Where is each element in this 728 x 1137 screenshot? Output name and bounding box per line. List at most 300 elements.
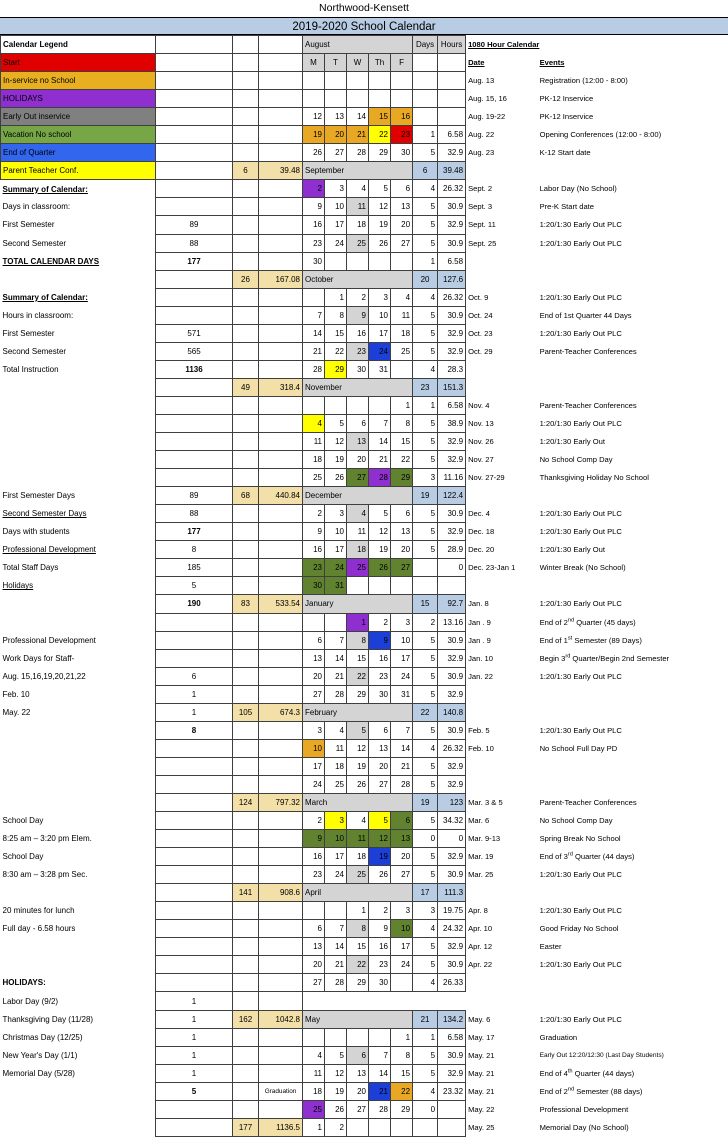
day-cell[interactable]: 13 bbox=[303, 649, 325, 667]
day-cell[interactable]: 4 bbox=[303, 414, 325, 432]
day-cell[interactable]: 21 bbox=[369, 451, 391, 469]
day-cell[interactable] bbox=[347, 90, 369, 108]
month-total-days: 19 bbox=[413, 487, 438, 505]
day-cell[interactable]: 24 bbox=[325, 866, 347, 884]
day-cell[interactable]: 9 bbox=[303, 830, 325, 848]
month-header: January bbox=[303, 595, 413, 613]
day-cell[interactable]: 21 bbox=[303, 342, 325, 360]
day-cell[interactable]: 27 bbox=[347, 469, 369, 487]
event-description: 1:20/1:30 Early Out PLC bbox=[538, 721, 728, 739]
day-cell[interactable]: 24 bbox=[391, 956, 413, 974]
day-cell[interactable]: 20 bbox=[391, 848, 413, 866]
day-cell[interactable]: 28 bbox=[303, 360, 325, 378]
day-cell[interactable] bbox=[325, 902, 347, 920]
day-cell[interactable]: 20 bbox=[347, 1082, 369, 1100]
day-cell[interactable]: 12 bbox=[369, 198, 391, 216]
day-cell[interactable] bbox=[391, 72, 413, 90]
day-cell[interactable]: 26 bbox=[369, 234, 391, 252]
day-cell[interactable]: 26 bbox=[347, 775, 369, 793]
day-cell[interactable] bbox=[325, 1028, 347, 1046]
day-cell[interactable]: 12 bbox=[325, 433, 347, 451]
running-hours: Graduation bbox=[259, 1082, 303, 1100]
day-cell[interactable]: 2 bbox=[303, 180, 325, 198]
week-days: 5 bbox=[413, 757, 438, 775]
day-cell[interactable]: 29 bbox=[391, 1100, 413, 1118]
day-cell[interactable]: 22 bbox=[325, 342, 347, 360]
day-cell[interactable]: 23 bbox=[347, 342, 369, 360]
table-row bbox=[1, 1028, 728, 1046]
month-header: November bbox=[303, 378, 413, 396]
day-cell[interactable]: 11 bbox=[303, 433, 325, 451]
day-cell[interactable]: 6 bbox=[347, 1046, 369, 1064]
day-cell[interactable] bbox=[391, 360, 413, 378]
day-cell[interactable]: 15 bbox=[391, 433, 413, 451]
day-cell[interactable]: 13 bbox=[391, 830, 413, 848]
day-cell[interactable]: 24 bbox=[391, 667, 413, 685]
day-cell[interactable]: 5 bbox=[325, 414, 347, 432]
event-description: Opening Conferences (12:00 - 8:00) bbox=[538, 126, 728, 144]
day-cell[interactable]: 16 bbox=[369, 649, 391, 667]
day-cell[interactable]: 18 bbox=[347, 541, 369, 559]
running-days: 105 bbox=[233, 703, 259, 721]
day-cell[interactable]: 27 bbox=[391, 234, 413, 252]
day-cell[interactable]: 14 bbox=[369, 1064, 391, 1082]
day-cell[interactable]: 11 bbox=[347, 198, 369, 216]
day-cell[interactable]: 15 bbox=[325, 324, 347, 342]
day-cell[interactable]: 7 bbox=[369, 1046, 391, 1064]
day-cell[interactable] bbox=[369, 577, 391, 595]
day-cell[interactable]: 15 bbox=[369, 108, 391, 126]
day-cell[interactable] bbox=[303, 613, 325, 631]
day-cell[interactable]: 1 bbox=[347, 613, 369, 631]
running-days: 177 bbox=[233, 1118, 259, 1136]
day-cell[interactable]: 16 bbox=[347, 324, 369, 342]
running-hours bbox=[259, 775, 303, 793]
day-cell[interactable]: 27 bbox=[303, 974, 325, 992]
day-cell[interactable]: 20 bbox=[369, 757, 391, 775]
day-cell[interactable]: 28 bbox=[325, 685, 347, 703]
day-cell[interactable]: 1 bbox=[391, 1028, 413, 1046]
day-cell[interactable]: 2 bbox=[369, 613, 391, 631]
day-cell[interactable]: 9 bbox=[369, 631, 391, 649]
day-cell[interactable]: 6 bbox=[391, 505, 413, 523]
day-cell[interactable]: 27 bbox=[391, 559, 413, 577]
day-cell[interactable] bbox=[347, 1118, 369, 1136]
day-cell[interactable]: 24 bbox=[369, 342, 391, 360]
day-cell[interactable]: 3 bbox=[391, 902, 413, 920]
empty-cell bbox=[1, 721, 156, 739]
day-cell[interactable]: 14 bbox=[369, 433, 391, 451]
day-cell[interactable]: 27 bbox=[391, 866, 413, 884]
day-cell[interactable]: 7 bbox=[391, 721, 413, 739]
day-cell[interactable] bbox=[347, 252, 369, 270]
day-cell[interactable]: 3 bbox=[325, 180, 347, 198]
day-cell[interactable] bbox=[369, 396, 391, 414]
day-cell[interactable]: 11 bbox=[391, 306, 413, 324]
day-cell[interactable]: 8 bbox=[347, 631, 369, 649]
day-cell[interactable]: 13 bbox=[369, 739, 391, 757]
event-description: Parent-Teacher Conferences bbox=[538, 396, 728, 414]
day-cell[interactable]: 25 bbox=[391, 342, 413, 360]
day-cell[interactable]: 4 bbox=[325, 721, 347, 739]
day-cell[interactable]: 30 bbox=[369, 974, 391, 992]
legend-item: Vacation No school bbox=[1, 126, 156, 144]
day-cell[interactable]: 22 bbox=[391, 451, 413, 469]
day-cell[interactable]: 3 bbox=[391, 613, 413, 631]
day-cell[interactable]: 17 bbox=[303, 757, 325, 775]
day-cell[interactable]: 14 bbox=[325, 938, 347, 956]
week-days: 5 bbox=[413, 775, 438, 793]
day-cell[interactable]: 17 bbox=[325, 848, 347, 866]
day-cell[interactable]: 2 bbox=[303, 505, 325, 523]
day-cell[interactable]: 16 bbox=[303, 216, 325, 234]
day-cell[interactable] bbox=[347, 72, 369, 90]
day-cell[interactable]: 29 bbox=[369, 144, 391, 162]
week-hours: 32.9 bbox=[438, 342, 466, 360]
week-days: 5 bbox=[413, 523, 438, 541]
day-cell[interactable]: 30 bbox=[391, 144, 413, 162]
day-cell[interactable] bbox=[303, 72, 325, 90]
summary-label: 20 minutes for lunch bbox=[1, 902, 156, 920]
day-cell[interactable] bbox=[303, 288, 325, 306]
day-cell[interactable]: 14 bbox=[303, 324, 325, 342]
day-cell[interactable]: 5 bbox=[325, 1046, 347, 1064]
week-hours: 28.3 bbox=[438, 360, 466, 378]
month-total-days: 15 bbox=[413, 595, 438, 613]
day-cell[interactable]: 23 bbox=[391, 126, 413, 144]
day-cell[interactable]: 16 bbox=[303, 848, 325, 866]
day-cell[interactable]: 27 bbox=[369, 775, 391, 793]
day-cell[interactable]: 23 bbox=[369, 956, 391, 974]
day-cell[interactable]: 29 bbox=[391, 469, 413, 487]
day-cell[interactable] bbox=[347, 1028, 369, 1046]
day-cell[interactable] bbox=[369, 72, 391, 90]
day-cell[interactable]: 30 bbox=[303, 252, 325, 270]
week-days bbox=[413, 72, 438, 90]
day-cell[interactable]: 1 bbox=[347, 902, 369, 920]
day-cell[interactable]: 14 bbox=[347, 108, 369, 126]
day-cell[interactable]: 25 bbox=[347, 559, 369, 577]
day-cell[interactable]: 18 bbox=[325, 757, 347, 775]
day-cell[interactable] bbox=[325, 90, 347, 108]
day-cell[interactable]: 30 bbox=[347, 360, 369, 378]
event-date: Oct. 24 bbox=[466, 306, 538, 324]
day-cell[interactable]: 27 bbox=[303, 685, 325, 703]
day-cell[interactable]: 18 bbox=[303, 1082, 325, 1100]
day-cell[interactable]: 25 bbox=[325, 775, 347, 793]
day-cell[interactable]: 8 bbox=[391, 1046, 413, 1064]
table-row bbox=[1, 757, 728, 775]
day-cell[interactable]: 17 bbox=[391, 649, 413, 667]
day-cell[interactable] bbox=[303, 396, 325, 414]
day-cell[interactable]: 9 bbox=[347, 306, 369, 324]
day-cell[interactable]: 28 bbox=[391, 775, 413, 793]
day-cell[interactable]: 19 bbox=[347, 757, 369, 775]
day-cell[interactable] bbox=[391, 1118, 413, 1136]
day-cell[interactable]: 4 bbox=[347, 812, 369, 830]
day-cell[interactable]: 28 bbox=[369, 469, 391, 487]
summary-value bbox=[156, 414, 233, 432]
day-cell[interactable]: 23 bbox=[303, 559, 325, 577]
day-cell[interactable]: 1 bbox=[303, 1118, 325, 1136]
day-cell[interactable]: 7 bbox=[325, 920, 347, 938]
day-cell[interactable]: 15 bbox=[347, 649, 369, 667]
day-cell[interactable]: 31 bbox=[369, 360, 391, 378]
day-cell[interactable]: 13 bbox=[347, 433, 369, 451]
day-cell[interactable]: 11 bbox=[325, 739, 347, 757]
month-total-hours: 140.8 bbox=[438, 703, 466, 721]
day-cell[interactable]: 1 bbox=[391, 396, 413, 414]
day-cell[interactable] bbox=[391, 90, 413, 108]
running-hours bbox=[259, 541, 303, 559]
day-cell[interactable] bbox=[369, 1028, 391, 1046]
day-cell[interactable]: 12 bbox=[325, 1064, 347, 1082]
day-cell[interactable]: 19 bbox=[369, 216, 391, 234]
day-cell[interactable]: 6 bbox=[303, 920, 325, 938]
day-cell[interactable] bbox=[369, 1118, 391, 1136]
day-cell[interactable]: 26 bbox=[325, 469, 347, 487]
summary-value bbox=[156, 649, 233, 667]
summary-label: Memorial Day (5/28) bbox=[1, 1064, 156, 1082]
day-cell[interactable]: 17 bbox=[391, 938, 413, 956]
day-cell[interactable]: 28 bbox=[347, 144, 369, 162]
day-cell[interactable]: 2 bbox=[325, 1118, 347, 1136]
summary-label: Days in classroom: bbox=[1, 198, 156, 216]
event-description: Registration (12:00 - 8:00) bbox=[538, 72, 728, 90]
day-cell[interactable]: 13 bbox=[303, 938, 325, 956]
day-cell[interactable] bbox=[347, 396, 369, 414]
day-cell[interactable]: 26 bbox=[325, 1100, 347, 1118]
day-cell[interactable]: 29 bbox=[347, 974, 369, 992]
day-cell[interactable]: 21 bbox=[325, 667, 347, 685]
day-cell[interactable]: 19 bbox=[369, 541, 391, 559]
day-cell[interactable]: 13 bbox=[391, 198, 413, 216]
day-cell[interactable]: 3 bbox=[369, 288, 391, 306]
day-cell[interactable]: 2 bbox=[303, 812, 325, 830]
day-cell[interactable] bbox=[391, 974, 413, 992]
day-cell[interactable]: 18 bbox=[347, 848, 369, 866]
day-cell[interactable]: 15 bbox=[347, 938, 369, 956]
day-cell[interactable]: 18 bbox=[347, 216, 369, 234]
day-cell[interactable]: 23 bbox=[369, 667, 391, 685]
day-cell[interactable]: 21 bbox=[391, 757, 413, 775]
day-cell[interactable] bbox=[325, 613, 347, 631]
day-cell[interactable]: 27 bbox=[347, 1100, 369, 1118]
day-cell[interactable]: 13 bbox=[325, 108, 347, 126]
day-cell[interactable]: 5 bbox=[369, 812, 391, 830]
day-cell[interactable]: 7 bbox=[369, 414, 391, 432]
day-cell[interactable]: 22 bbox=[347, 667, 369, 685]
running-hours bbox=[259, 108, 303, 126]
summary-label: Hours in classroom: bbox=[1, 306, 156, 324]
day-cell[interactable]: 30 bbox=[303, 577, 325, 595]
day-cell[interactable]: 27 bbox=[325, 144, 347, 162]
day-cell[interactable]: 9 bbox=[369, 920, 391, 938]
day-cell[interactable]: 16 bbox=[303, 541, 325, 559]
day-cell[interactable]: 25 bbox=[303, 469, 325, 487]
day-cell[interactable]: 1 bbox=[325, 288, 347, 306]
day-cell[interactable]: 2 bbox=[347, 288, 369, 306]
day-cell[interactable] bbox=[391, 577, 413, 595]
day-cell[interactable]: 5 bbox=[369, 505, 391, 523]
day-cell[interactable]: 12 bbox=[347, 739, 369, 757]
day-cell[interactable]: 7 bbox=[303, 306, 325, 324]
day-cell[interactable]: 24 bbox=[303, 775, 325, 793]
day-cell[interactable]: 3 bbox=[325, 505, 347, 523]
summary-value: 1 bbox=[156, 1010, 233, 1028]
day-cell[interactable]: 24 bbox=[325, 234, 347, 252]
day-cell[interactable] bbox=[303, 902, 325, 920]
day-cell[interactable]: 16 bbox=[369, 938, 391, 956]
day-cell[interactable] bbox=[391, 252, 413, 270]
day-cell[interactable]: 6 bbox=[303, 631, 325, 649]
day-cell[interactable]: 21 bbox=[325, 956, 347, 974]
day-cell[interactable]: 23 bbox=[303, 866, 325, 884]
day-cell[interactable]: 12 bbox=[369, 830, 391, 848]
day-cell[interactable]: 11 bbox=[347, 830, 369, 848]
day-cell[interactable]: 24 bbox=[325, 559, 347, 577]
day-cell[interactable]: 10 bbox=[325, 523, 347, 541]
day-cell[interactable]: 19 bbox=[303, 126, 325, 144]
day-cell[interactable]: 2 bbox=[369, 902, 391, 920]
day-cell[interactable]: 4 bbox=[347, 505, 369, 523]
day-cell[interactable]: 25 bbox=[347, 234, 369, 252]
day-cell[interactable]: 13 bbox=[347, 1064, 369, 1082]
running-days bbox=[233, 974, 259, 992]
day-cell[interactable]: 21 bbox=[347, 126, 369, 144]
day-cell[interactable]: 11 bbox=[303, 1064, 325, 1082]
month-header-august: August bbox=[303, 36, 413, 54]
day-cell[interactable] bbox=[303, 1028, 325, 1046]
day-cell[interactable]: 26 bbox=[369, 866, 391, 884]
day-cell[interactable]: 4 bbox=[391, 288, 413, 306]
day-cell[interactable]: 9 bbox=[303, 198, 325, 216]
event-description: 1:20/1:30 Early Out PLC bbox=[538, 866, 728, 884]
day-cell[interactable]: 5 bbox=[347, 721, 369, 739]
day-cell[interactable]: 8 bbox=[325, 306, 347, 324]
week-days: 4 bbox=[413, 920, 438, 938]
day-cell[interactable]: 19 bbox=[369, 848, 391, 866]
day-cell[interactable]: 29 bbox=[347, 685, 369, 703]
day-cell[interactable]: 9 bbox=[303, 523, 325, 541]
day-cell[interactable]: 20 bbox=[303, 667, 325, 685]
day-cell[interactable]: 19 bbox=[325, 451, 347, 469]
day-cell[interactable]: 30 bbox=[369, 685, 391, 703]
event-date: Nov. 13 bbox=[466, 414, 538, 432]
day-cell[interactable]: 22 bbox=[391, 1082, 413, 1100]
day-cell[interactable]: 20 bbox=[303, 956, 325, 974]
day-cell[interactable]: 25 bbox=[347, 866, 369, 884]
day-cell[interactable]: 10 bbox=[369, 306, 391, 324]
day-cell[interactable] bbox=[325, 72, 347, 90]
summary-value bbox=[156, 72, 233, 90]
day-cell[interactable]: 23 bbox=[303, 234, 325, 252]
event-description bbox=[538, 360, 728, 378]
table-row bbox=[1, 72, 728, 90]
day-cell[interactable]: 28 bbox=[325, 974, 347, 992]
day-cell[interactable]: 21 bbox=[369, 1082, 391, 1100]
day-cell[interactable]: 10 bbox=[391, 920, 413, 938]
day-cell[interactable]: 18 bbox=[391, 324, 413, 342]
event-description bbox=[538, 884, 728, 902]
day-cell[interactable]: 22 bbox=[347, 956, 369, 974]
day-cell[interactable] bbox=[369, 252, 391, 270]
day-cell[interactable]: 4 bbox=[303, 1046, 325, 1064]
day-cell[interactable]: 26 bbox=[303, 144, 325, 162]
day-cell[interactable]: 22 bbox=[369, 126, 391, 144]
day-cell[interactable]: 10 bbox=[325, 198, 347, 216]
day-cell[interactable]: 6 bbox=[347, 414, 369, 432]
day-cell[interactable]: 28 bbox=[369, 1100, 391, 1118]
day-cell[interactable]: 19 bbox=[325, 1082, 347, 1100]
day-cell[interactable]: 10 bbox=[325, 830, 347, 848]
day-cell[interactable]: 12 bbox=[303, 108, 325, 126]
day-cell[interactable]: 3 bbox=[303, 721, 325, 739]
day-cell[interactable]: 31 bbox=[391, 685, 413, 703]
day-cell[interactable] bbox=[303, 90, 325, 108]
table-row bbox=[1, 414, 728, 432]
weekday-header-1: T bbox=[325, 54, 347, 72]
day-cell[interactable]: 17 bbox=[325, 216, 347, 234]
day-cell[interactable]: 25 bbox=[303, 1100, 325, 1118]
week-hours: 30.9 bbox=[438, 866, 466, 884]
day-cell[interactable]: 29 bbox=[325, 360, 347, 378]
day-cell[interactable]: 20 bbox=[347, 451, 369, 469]
day-cell[interactable]: 6 bbox=[369, 721, 391, 739]
day-cell[interactable]: 8 bbox=[347, 920, 369, 938]
day-cell[interactable]: 14 bbox=[325, 649, 347, 667]
day-cell[interactable]: 20 bbox=[325, 126, 347, 144]
day-cell[interactable]: 10 bbox=[303, 739, 325, 757]
day-cell[interactable]: 11 bbox=[347, 523, 369, 541]
running-days bbox=[233, 613, 259, 631]
day-cell[interactable]: 5 bbox=[369, 180, 391, 198]
day-cell[interactable]: 31 bbox=[325, 577, 347, 595]
day-cell[interactable]: 17 bbox=[325, 541, 347, 559]
day-cell[interactable]: 8 bbox=[391, 414, 413, 432]
day-cell[interactable]: 17 bbox=[369, 324, 391, 342]
day-cell[interactable] bbox=[369, 90, 391, 108]
summary-label: First Semester Days bbox=[1, 487, 156, 505]
summary-label: Professional Development bbox=[1, 631, 156, 649]
running-days bbox=[233, 324, 259, 342]
day-cell[interactable]: 15 bbox=[391, 1064, 413, 1082]
day-cell[interactable] bbox=[325, 396, 347, 414]
day-cell[interactable]: 4 bbox=[347, 180, 369, 198]
summary-label: Work Days for Staff- bbox=[1, 649, 156, 667]
day-cell[interactable]: 13 bbox=[391, 523, 413, 541]
day-cell[interactable]: 14 bbox=[391, 739, 413, 757]
running-hours bbox=[259, 938, 303, 956]
day-cell[interactable]: 10 bbox=[391, 631, 413, 649]
empty-cell bbox=[1, 595, 156, 613]
day-cell[interactable]: 7 bbox=[325, 631, 347, 649]
day-cell[interactable]: 18 bbox=[303, 451, 325, 469]
day-cell[interactable]: 20 bbox=[391, 541, 413, 559]
day-cell[interactable]: 6 bbox=[391, 180, 413, 198]
day-cell[interactable] bbox=[325, 252, 347, 270]
day-cell[interactable]: 26 bbox=[369, 559, 391, 577]
day-cell[interactable]: 12 bbox=[369, 523, 391, 541]
day-cell[interactable] bbox=[347, 577, 369, 595]
hours-cell bbox=[438, 54, 466, 72]
day-cell[interactable]: 20 bbox=[391, 216, 413, 234]
summary-value: 8 bbox=[156, 721, 233, 739]
day-cell[interactable]: 16 bbox=[391, 108, 413, 126]
day-cell[interactable]: 3 bbox=[325, 812, 347, 830]
day-cell[interactable]: 6 bbox=[391, 812, 413, 830]
event-date: Apr. 8 bbox=[466, 902, 538, 920]
